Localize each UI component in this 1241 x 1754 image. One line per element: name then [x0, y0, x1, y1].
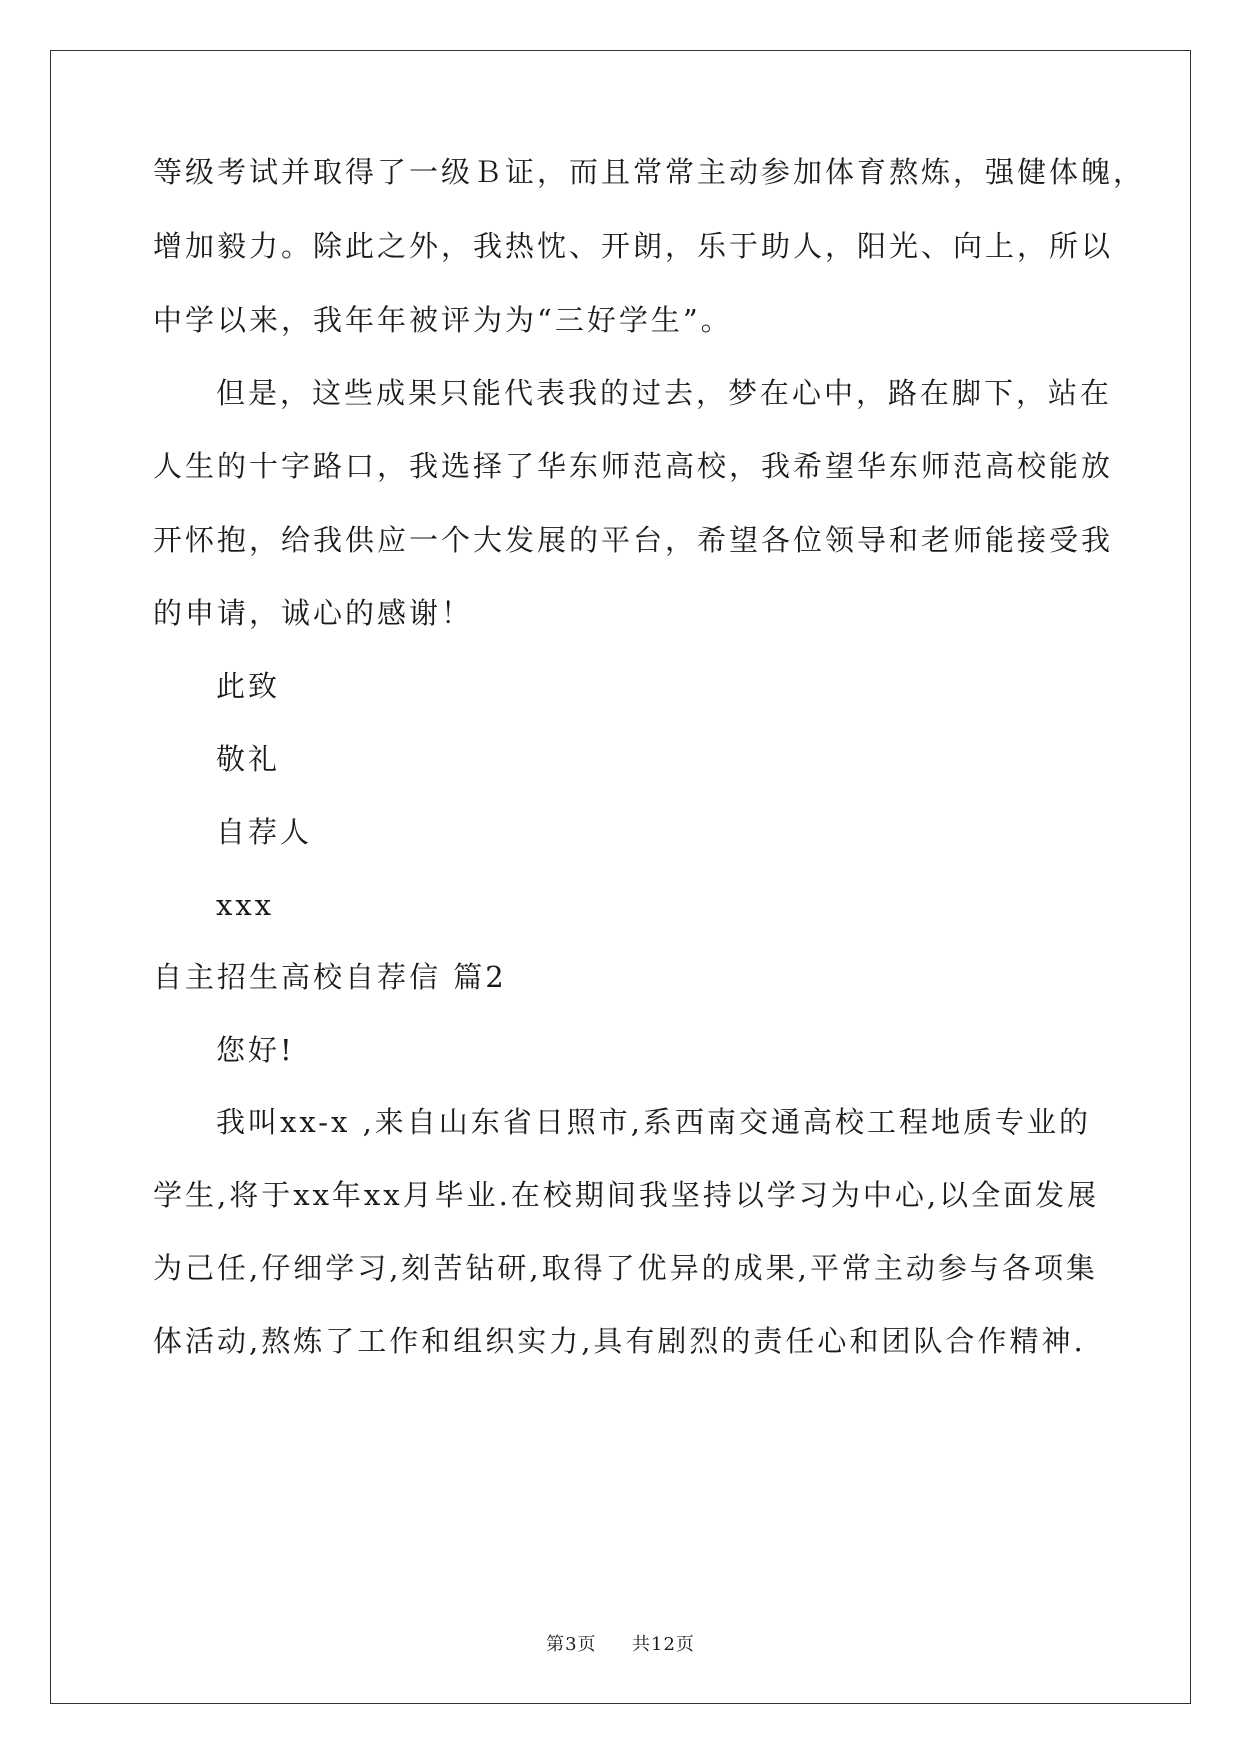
letter-greeting: 您好!	[216, 1033, 295, 1067]
signer-label: 自荐人	[216, 815, 313, 849]
paragraph-line: 体活动,熬炼了工作和组织实力,具有剧烈的责任心和团队合作精神.	[153, 1324, 1086, 1358]
paragraph-line: 等级考试并取得了一级Ｂ证，而且常常主动参加体育熬炼，强健体魄，	[153, 155, 1146, 189]
paragraph-line: 人生的十字路口，我选择了华东师范高校，我希望华东师范高校能放	[153, 449, 1114, 483]
paragraph-line: 为己任,仔细学习,刻苦钻研,取得了优异的成果,平常主动参与各项集	[153, 1251, 1098, 1285]
paragraph-line: 中学以来，我年年被评为为“三好学生”。	[153, 303, 733, 337]
page-footer	[0, 1630, 1241, 1656]
paragraph-line: 增加毅力。除此之外，我热忱、开朗，乐于助人，阳光、向上，所以	[153, 229, 1114, 263]
paragraph-line: 但是，这些成果只能代表我的过去，梦在心中，路在脚下，站在	[216, 376, 1113, 410]
page-number-current: 第3页	[546, 1634, 597, 1655]
signer-name: xxx	[216, 888, 275, 922]
closing-salutation: 此致	[216, 669, 281, 703]
section-heading: 自主招生高校自荐信 篇2	[153, 960, 507, 994]
paragraph-line: 学生,将于xx年xx月毕业.在校期间我坚持以学习为中心,以全面发展	[153, 1178, 1100, 1212]
paragraph-line: 我叫xx-x ,来自山东省日照市,系西南交通高校工程地质专业的	[216, 1105, 1092, 1139]
paragraph-line: 的申请，诚心的感谢！	[153, 596, 474, 630]
closing-salutation-regards: 敬礼	[216, 742, 281, 776]
page-border	[50, 50, 1191, 1704]
page-number-total: 共12页	[632, 1634, 695, 1655]
paragraph-line: 开怀抱，给我供应一个大发展的平台，希望各位领导和老师能接受我	[153, 523, 1114, 557]
